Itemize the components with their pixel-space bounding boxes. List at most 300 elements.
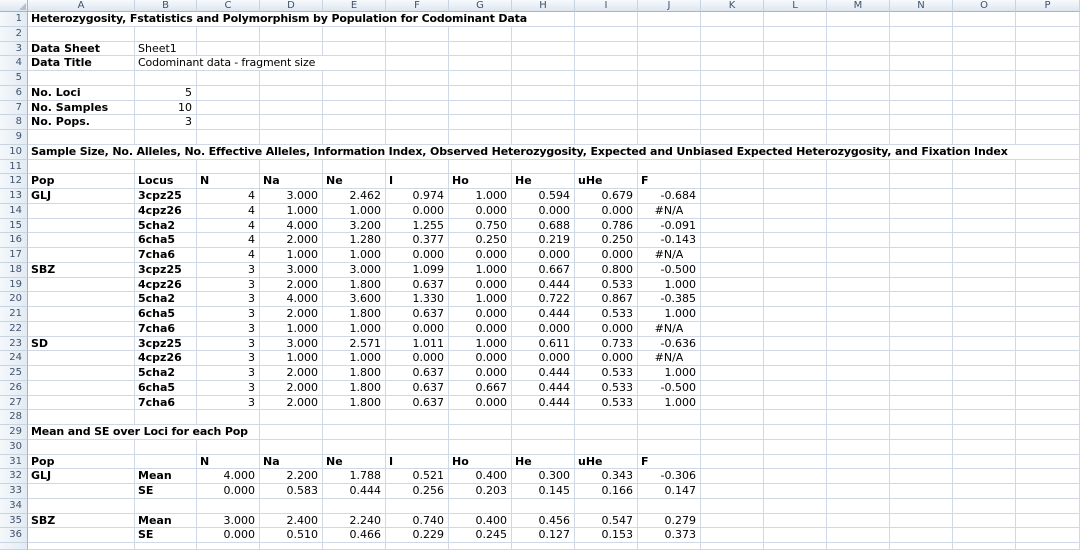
cell-A10-section-title-text[interactable]: Sample Size, No. Alleles, No. Effective Alleles, Information Index, Observed Heterozygosity, Expected and Unbiased Expected Heterozygosity, and Fixation Index — [28, 145, 1016, 159]
cell-H34[interactable] — [512, 499, 575, 514]
cell-M35[interactable] — [827, 514, 890, 529]
cell-C13[interactable]: 4 — [197, 189, 260, 204]
cell-J17[interactable]: #N/A — [638, 248, 701, 263]
cell-O29[interactable] — [953, 425, 1016, 440]
cell-N8[interactable] — [890, 115, 953, 130]
select-all-corner[interactable] — [0, 0, 28, 12]
cell-C26[interactable]: 3 — [197, 381, 260, 396]
cell-G5[interactable] — [449, 71, 512, 86]
cell-C11[interactable] — [197, 160, 260, 175]
cell-A24[interactable] — [28, 351, 135, 366]
cell-L21[interactable] — [764, 307, 827, 322]
row-header-2[interactable]: 2 — [0, 27, 28, 42]
cell-I24[interactable]: 0.000 — [575, 351, 638, 366]
cell-H18[interactable]: 0.667 — [512, 263, 575, 278]
cell-E24[interactable]: 1.000 — [323, 351, 386, 366]
cell-G18[interactable]: 1.000 — [449, 263, 512, 278]
cell-C9[interactable] — [197, 130, 260, 145]
cell-D34[interactable] — [260, 499, 323, 514]
cell-M27[interactable] — [827, 396, 890, 411]
cell-O7[interactable] — [953, 101, 1016, 116]
cell-K22[interactable] — [701, 322, 764, 337]
cell-N21[interactable] — [890, 307, 953, 322]
cell-B32[interactable]: Mean — [135, 469, 197, 484]
cell-G17[interactable]: 0.000 — [449, 248, 512, 263]
cell-A16[interactable] — [28, 233, 135, 248]
cell-H7[interactable] — [512, 101, 575, 116]
column-header-O[interactable]: O — [953, 0, 1016, 12]
cell-I19[interactable]: 0.533 — [575, 278, 638, 293]
cell-M15[interactable] — [827, 219, 890, 234]
cell-I32[interactable]: 0.343 — [575, 469, 638, 484]
cell-F25[interactable]: 0.637 — [386, 366, 449, 381]
cell-N28[interactable] — [890, 410, 953, 425]
cell-I14[interactable]: 0.000 — [575, 204, 638, 219]
cell-J13[interactable]: -0.684 — [638, 189, 701, 204]
cell-E17[interactable]: 1.000 — [323, 248, 386, 263]
cell-D37[interactable] — [260, 543, 323, 550]
cell-M32[interactable] — [827, 469, 890, 484]
cell-E6[interactable] — [323, 86, 386, 101]
cell-J37[interactable] — [638, 543, 701, 550]
column-header-B[interactable]: B — [135, 0, 197, 12]
cell-K12[interactable] — [701, 174, 764, 189]
cell-E31[interactable]: Ne — [323, 455, 386, 470]
cell-I13[interactable]: 0.679 — [575, 189, 638, 204]
cell-A29-section-title-text[interactable]: Mean and SE over Loci for each Pop — [28, 425, 256, 439]
column-header-K[interactable]: K — [701, 0, 764, 12]
cell-N5[interactable] — [890, 71, 953, 86]
cell-M11[interactable] — [827, 160, 890, 175]
cell-G36[interactable]: 0.245 — [449, 528, 512, 543]
cell-L22[interactable] — [764, 322, 827, 337]
cell-D25[interactable]: 2.000 — [260, 366, 323, 381]
cell-F9[interactable] — [386, 130, 449, 145]
cell-D19[interactable]: 2.000 — [260, 278, 323, 293]
cell-N6[interactable] — [890, 86, 953, 101]
cell-F14[interactable]: 0.000 — [386, 204, 449, 219]
column-header-I[interactable]: I — [575, 0, 638, 12]
cell-F26[interactable]: 0.637 — [386, 381, 449, 396]
cell-I3[interactable] — [575, 42, 638, 57]
cell-K6[interactable] — [701, 86, 764, 101]
cell-A23[interactable]: SD — [28, 337, 135, 352]
cell-D22[interactable]: 1.000 — [260, 322, 323, 337]
cell-L18[interactable] — [764, 263, 827, 278]
cell-E18[interactable]: 3.000 — [323, 263, 386, 278]
cell-O4[interactable] — [953, 56, 1016, 71]
cell-B26[interactable]: 6cha5 — [135, 381, 197, 396]
cell-F33[interactable]: 0.256 — [386, 484, 449, 499]
cell-O28[interactable] — [953, 410, 1016, 425]
cell-L25[interactable] — [764, 366, 827, 381]
row-header-7[interactable]: 7 — [0, 101, 28, 116]
cell-N33[interactable] — [890, 484, 953, 499]
cell-L9[interactable] — [764, 130, 827, 145]
cell-O17[interactable] — [953, 248, 1016, 263]
cell-O24[interactable] — [953, 351, 1016, 366]
cell-F3[interactable] — [386, 42, 449, 57]
row-header-1[interactable]: 1 — [0, 12, 28, 27]
cell-L12[interactable] — [764, 174, 827, 189]
cell-P14[interactable] — [1016, 204, 1080, 219]
cell-P13[interactable] — [1016, 189, 1080, 204]
cell-P17[interactable] — [1016, 248, 1080, 263]
cell-P6[interactable] — [1016, 86, 1080, 101]
cell-H23[interactable]: 0.611 — [512, 337, 575, 352]
cell-K27[interactable] — [701, 396, 764, 411]
cell-N30[interactable] — [890, 440, 953, 455]
cell-H3[interactable] — [512, 42, 575, 57]
cell-J2[interactable] — [638, 27, 701, 42]
cell-L8[interactable] — [764, 115, 827, 130]
cell-M34[interactable] — [827, 499, 890, 514]
cell-O6[interactable] — [953, 86, 1016, 101]
cell-N36[interactable] — [890, 528, 953, 543]
cell-P24[interactable] — [1016, 351, 1080, 366]
cell-K23[interactable] — [701, 337, 764, 352]
cell-G3[interactable] — [449, 42, 512, 57]
cell-N35[interactable] — [890, 514, 953, 529]
cell-A5[interactable] — [28, 71, 135, 86]
cell-A36[interactable] — [28, 528, 135, 543]
cell-A26[interactable] — [28, 381, 135, 396]
cell-J20[interactable]: -0.385 — [638, 292, 701, 307]
cell-F15[interactable]: 1.255 — [386, 219, 449, 234]
cell-D24[interactable]: 1.000 — [260, 351, 323, 366]
cell-J34[interactable] — [638, 499, 701, 514]
cell-G14[interactable]: 0.000 — [449, 204, 512, 219]
cell-M28[interactable] — [827, 410, 890, 425]
cell-P28[interactable] — [1016, 410, 1080, 425]
cell-O8[interactable] — [953, 115, 1016, 130]
cell-L29[interactable] — [764, 425, 827, 440]
cell-I34[interactable] — [575, 499, 638, 514]
cell-A27[interactable] — [28, 396, 135, 411]
cell-A33[interactable] — [28, 484, 135, 499]
cell-D12[interactable]: Na — [260, 174, 323, 189]
cell-J3[interactable] — [638, 42, 701, 57]
cell-K8[interactable] — [701, 115, 764, 130]
row-header-14[interactable]: 14 — [0, 204, 28, 219]
cell-N13[interactable] — [890, 189, 953, 204]
cell-F29[interactable] — [386, 425, 449, 440]
cell-F23[interactable]: 1.011 — [386, 337, 449, 352]
cell-I5[interactable] — [575, 71, 638, 86]
column-header-E[interactable]: E — [323, 0, 386, 12]
cell-E19[interactable]: 1.800 — [323, 278, 386, 293]
cell-K18[interactable] — [701, 263, 764, 278]
cell-E13[interactable]: 2.462 — [323, 189, 386, 204]
cell-E23[interactable]: 2.571 — [323, 337, 386, 352]
cell-C32[interactable]: 4.000 — [197, 469, 260, 484]
cell-E7[interactable] — [323, 101, 386, 116]
cell-M22[interactable] — [827, 322, 890, 337]
cell-F28[interactable] — [386, 410, 449, 425]
cell-E32[interactable]: 1.788 — [323, 469, 386, 484]
cell-K19[interactable] — [701, 278, 764, 293]
cell-F36[interactable]: 0.229 — [386, 528, 449, 543]
cell-L14[interactable] — [764, 204, 827, 219]
cell-H19[interactable]: 0.444 — [512, 278, 575, 293]
cell-B3[interactable]: Sheet1 — [135, 42, 197, 57]
cell-P5[interactable] — [1016, 71, 1080, 86]
cell-C31[interactable]: N — [197, 455, 260, 470]
cell-N24[interactable] — [890, 351, 953, 366]
cell-E9[interactable] — [323, 130, 386, 145]
cell-O31[interactable] — [953, 455, 1016, 470]
cell-K14[interactable] — [701, 204, 764, 219]
cell-D29[interactable] — [260, 425, 323, 440]
cell-P27[interactable] — [1016, 396, 1080, 411]
cell-P15[interactable] — [1016, 219, 1080, 234]
cell-G11[interactable] — [449, 160, 512, 175]
cell-A8[interactable]: No. Pops. — [28, 115, 135, 130]
cell-O30[interactable] — [953, 440, 1016, 455]
cell-H21[interactable]: 0.444 — [512, 307, 575, 322]
cell-M19[interactable] — [827, 278, 890, 293]
cell-G15[interactable]: 0.750 — [449, 219, 512, 234]
cell-O23[interactable] — [953, 337, 1016, 352]
cell-M3[interactable] — [827, 42, 890, 57]
cell-A18[interactable]: SBZ — [28, 263, 135, 278]
cell-I30[interactable] — [575, 440, 638, 455]
cell-B9[interactable] — [135, 130, 197, 145]
cell-N18[interactable] — [890, 263, 953, 278]
cell-P10[interactable] — [1016, 145, 1080, 160]
cell-C24[interactable]: 3 — [197, 351, 260, 366]
cell-G26[interactable]: 0.667 — [449, 381, 512, 396]
cell-N20[interactable] — [890, 292, 953, 307]
cell-B8[interactable]: 3 — [135, 115, 197, 130]
cell-G16[interactable]: 0.250 — [449, 233, 512, 248]
cell-M12[interactable] — [827, 174, 890, 189]
cell-C16[interactable]: 4 — [197, 233, 260, 248]
cell-F30[interactable] — [386, 440, 449, 455]
cell-E33[interactable]: 0.444 — [323, 484, 386, 499]
cell-G30[interactable] — [449, 440, 512, 455]
cell-H2[interactable] — [512, 27, 575, 42]
cell-J33[interactable]: 0.147 — [638, 484, 701, 499]
cell-A3[interactable]: Data Sheet — [28, 42, 135, 57]
row-header-26[interactable]: 26 — [0, 381, 28, 396]
cell-G12[interactable]: Ho — [449, 174, 512, 189]
cell-I37[interactable] — [575, 543, 638, 550]
cell-I8[interactable] — [575, 115, 638, 130]
cell-C28[interactable] — [197, 410, 260, 425]
row-header-21[interactable]: 21 — [0, 307, 28, 322]
row-header-6[interactable]: 6 — [0, 86, 28, 101]
cell-A17[interactable] — [28, 248, 135, 263]
cell-G24[interactable]: 0.000 — [449, 351, 512, 366]
cell-O36[interactable] — [953, 528, 1016, 543]
cell-K29[interactable] — [701, 425, 764, 440]
cell-D18[interactable]: 3.000 — [260, 263, 323, 278]
cell-I28[interactable] — [575, 410, 638, 425]
cell-O34[interactable] — [953, 499, 1016, 514]
cell-A25[interactable] — [28, 366, 135, 381]
cell-K36[interactable] — [701, 528, 764, 543]
cell-P18[interactable] — [1016, 263, 1080, 278]
cell-N25[interactable] — [890, 366, 953, 381]
cell-K31[interactable] — [701, 455, 764, 470]
cell-A14[interactable] — [28, 204, 135, 219]
cell-O18[interactable] — [953, 263, 1016, 278]
cell-G13[interactable]: 1.000 — [449, 189, 512, 204]
cell-M13[interactable] — [827, 189, 890, 204]
row-header-15[interactable]: 15 — [0, 219, 28, 234]
cell-F5[interactable] — [386, 71, 449, 86]
cell-L34[interactable] — [764, 499, 827, 514]
cell-P2[interactable] — [1016, 27, 1080, 42]
cell-K17[interactable] — [701, 248, 764, 263]
row-header-34[interactable]: 34 — [0, 499, 28, 514]
row-header-11[interactable]: 11 — [0, 160, 28, 175]
cell-O13[interactable] — [953, 189, 1016, 204]
cell-F21[interactable]: 0.637 — [386, 307, 449, 322]
cell-L17[interactable] — [764, 248, 827, 263]
cell-M8[interactable] — [827, 115, 890, 130]
cell-D16[interactable]: 2.000 — [260, 233, 323, 248]
cell-I15[interactable]: 0.786 — [575, 219, 638, 234]
cell-N16[interactable] — [890, 233, 953, 248]
cell-D33[interactable]: 0.583 — [260, 484, 323, 499]
cell-J23[interactable]: -0.636 — [638, 337, 701, 352]
cell-H27[interactable]: 0.444 — [512, 396, 575, 411]
cell-I20[interactable]: 0.867 — [575, 292, 638, 307]
cell-P37[interactable] — [1016, 543, 1080, 550]
cell-O21[interactable] — [953, 307, 1016, 322]
cell-I33[interactable]: 0.166 — [575, 484, 638, 499]
column-header-G[interactable]: G — [449, 0, 512, 12]
cell-E37[interactable] — [323, 543, 386, 550]
cell-M9[interactable] — [827, 130, 890, 145]
cell-N2[interactable] — [890, 27, 953, 42]
row-header-27[interactable]: 27 — [0, 396, 28, 411]
cell-I2[interactable] — [575, 27, 638, 42]
cell-H28[interactable] — [512, 410, 575, 425]
cell-N27[interactable] — [890, 396, 953, 411]
cell-O11[interactable] — [953, 160, 1016, 175]
cell-F37[interactable] — [386, 543, 449, 550]
cell-F11[interactable] — [386, 160, 449, 175]
cell-J35[interactable]: 0.279 — [638, 514, 701, 529]
cell-N1[interactable] — [890, 12, 953, 27]
cell-M29[interactable] — [827, 425, 890, 440]
row-header-16[interactable]: 16 — [0, 233, 28, 248]
cell-K3[interactable] — [701, 42, 764, 57]
cell-M24[interactable] — [827, 351, 890, 366]
cell-K30[interactable] — [701, 440, 764, 455]
cell-B35[interactable]: Mean — [135, 514, 197, 529]
cell-E30[interactable] — [323, 440, 386, 455]
cell-F7[interactable] — [386, 101, 449, 116]
cell-D23[interactable]: 3.000 — [260, 337, 323, 352]
cell-G32[interactable]: 0.400 — [449, 469, 512, 484]
cell-O2[interactable] — [953, 27, 1016, 42]
cell-P20[interactable] — [1016, 292, 1080, 307]
cell-N17[interactable] — [890, 248, 953, 263]
column-header-H[interactable]: H — [512, 0, 575, 12]
cell-M17[interactable] — [827, 248, 890, 263]
cell-M31[interactable] — [827, 455, 890, 470]
cell-B34[interactable] — [135, 499, 197, 514]
cell-C19[interactable]: 3 — [197, 278, 260, 293]
cell-M7[interactable] — [827, 101, 890, 116]
cell-H11[interactable] — [512, 160, 575, 175]
cell-N4[interactable] — [890, 56, 953, 71]
cell-F24[interactable]: 0.000 — [386, 351, 449, 366]
column-header-D[interactable]: D — [260, 0, 323, 12]
cell-E15[interactable]: 3.200 — [323, 219, 386, 234]
cell-K34[interactable] — [701, 499, 764, 514]
cell-K13[interactable] — [701, 189, 764, 204]
cell-H14[interactable]: 0.000 — [512, 204, 575, 219]
cell-P7[interactable] — [1016, 101, 1080, 116]
cell-D20[interactable]: 4.000 — [260, 292, 323, 307]
cell-B14[interactable]: 4cpz26 — [135, 204, 197, 219]
cell-J4[interactable] — [638, 56, 701, 71]
cell-N22[interactable] — [890, 322, 953, 337]
cell-B31[interactable] — [135, 455, 197, 470]
cell-L6[interactable] — [764, 86, 827, 101]
row-header-29[interactable]: 29 — [0, 425, 28, 440]
cell-N23[interactable] — [890, 337, 953, 352]
cell-G33[interactable]: 0.203 — [449, 484, 512, 499]
row-header-30[interactable]: 30 — [0, 440, 28, 455]
cell-G34[interactable] — [449, 499, 512, 514]
cell-A6[interactable]: No. Loci — [28, 86, 135, 101]
cell-P31[interactable] — [1016, 455, 1080, 470]
cell-B16[interactable]: 6cha5 — [135, 233, 197, 248]
cell-H4[interactable] — [512, 56, 575, 71]
cell-O32[interactable] — [953, 469, 1016, 484]
cell-L27[interactable] — [764, 396, 827, 411]
cell-C6[interactable] — [197, 86, 260, 101]
cell-G21[interactable]: 0.000 — [449, 307, 512, 322]
cell-G19[interactable]: 0.000 — [449, 278, 512, 293]
cell-C12[interactable]: N — [197, 174, 260, 189]
cell-C8[interactable] — [197, 115, 260, 130]
cell-J30[interactable] — [638, 440, 701, 455]
cell-C33[interactable]: 0.000 — [197, 484, 260, 499]
row-header-20[interactable]: 20 — [0, 292, 28, 307]
cell-L32[interactable] — [764, 469, 827, 484]
cell-A22[interactable] — [28, 322, 135, 337]
cell-O35[interactable] — [953, 514, 1016, 529]
column-header-M[interactable]: M — [827, 0, 890, 12]
cell-I9[interactable] — [575, 130, 638, 145]
cell-N37[interactable] — [890, 543, 953, 550]
cell-H36[interactable]: 0.127 — [512, 528, 575, 543]
cell-A19[interactable] — [28, 278, 135, 293]
cell-J22[interactable]: #N/A — [638, 322, 701, 337]
cell-E20[interactable]: 3.600 — [323, 292, 386, 307]
cell-G22[interactable]: 0.000 — [449, 322, 512, 337]
cell-B19[interactable]: 4cpz26 — [135, 278, 197, 293]
cell-C22[interactable]: 3 — [197, 322, 260, 337]
cell-C36[interactable]: 0.000 — [197, 528, 260, 543]
cell-E8[interactable] — [323, 115, 386, 130]
cell-I7[interactable] — [575, 101, 638, 116]
cell-N11[interactable] — [890, 160, 953, 175]
column-header-L[interactable]: L — [764, 0, 827, 12]
cell-O37[interactable] — [953, 543, 1016, 550]
cell-N26[interactable] — [890, 381, 953, 396]
cell-L1[interactable] — [764, 12, 827, 27]
cell-J36[interactable]: 0.373 — [638, 528, 701, 543]
row-header-4[interactable]: 4 — [0, 56, 28, 71]
